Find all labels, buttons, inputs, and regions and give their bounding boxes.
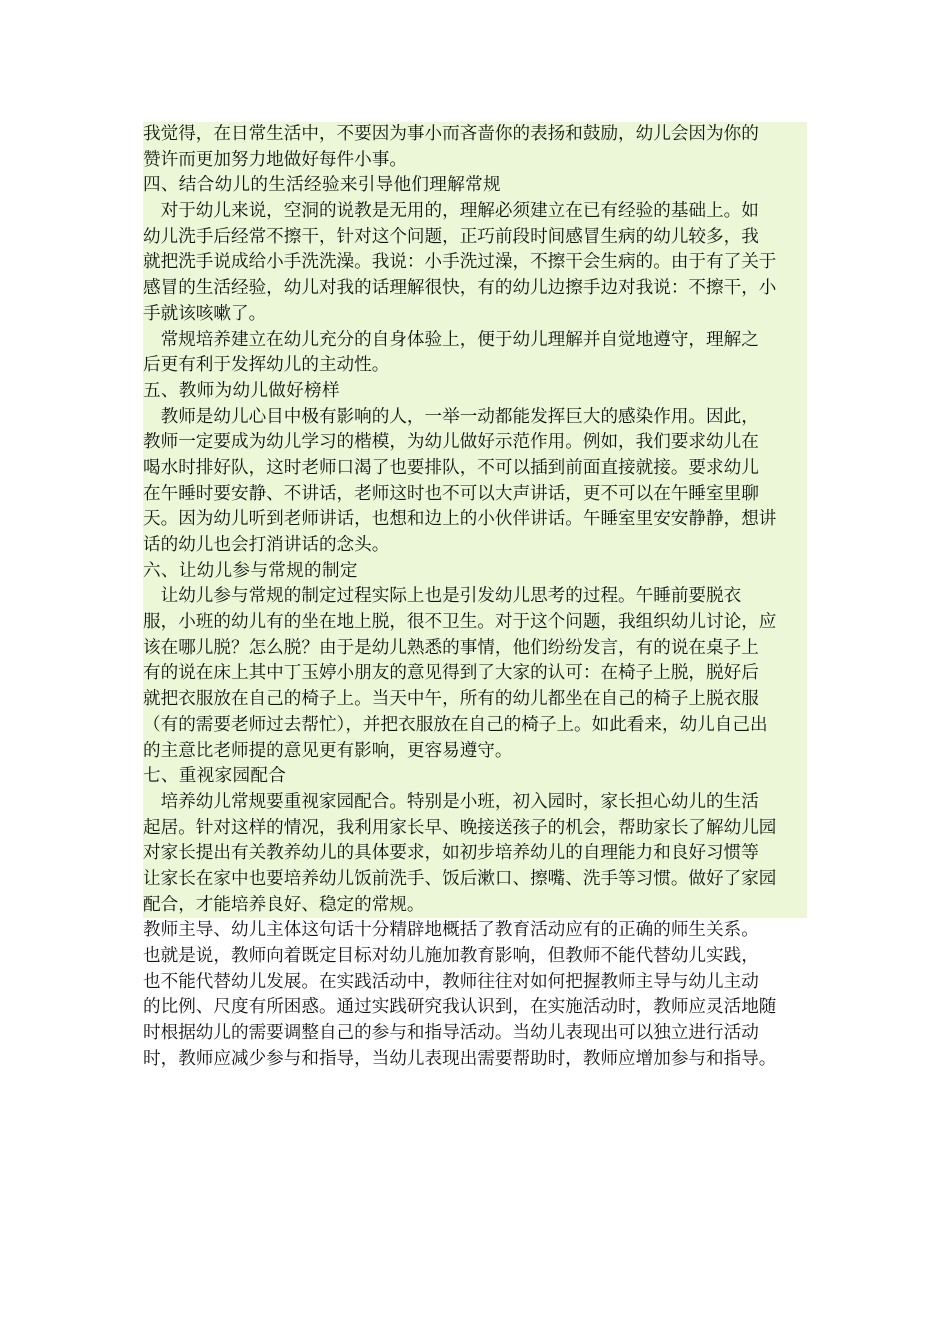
section-heading-7: 七、重视家园配合 bbox=[143, 764, 807, 790]
text-line: 教师是幼儿心目中极有影响的人，一举一动都能发挥巨大的感染作用。因此， bbox=[143, 405, 807, 431]
text-line: 感冒的生活经验，幼儿对我的话理解很快，有的幼儿边擦手边对我说：不擦干，小 bbox=[143, 276, 807, 302]
section-heading-6: 六、让幼儿参与常规的制定 bbox=[143, 559, 807, 585]
paragraph-role-model bbox=[143, 405, 807, 559]
text-line: 在午睡时要安静、不讲话，老师这时也不可以大声讲话，更不可以在午睡室里聊 bbox=[143, 482, 807, 508]
text-line: 的比例、尺度有所困惑。通过实践研究我认识到，在实施活动时，教师应灵活地随 bbox=[143, 997, 777, 1018]
text-line: 让家长在家中也要培养幼儿饭前洗手、饭后漱口、擦嘴、洗手等习惯。做好了家园 bbox=[143, 867, 807, 893]
text-line: 的主意比老师提的意见更有影响，更容易遵守。 bbox=[143, 739, 807, 765]
text-line: 赞许而更加努力地做好每件小事。 bbox=[143, 148, 807, 174]
text-line: 就把衣服放在自己的椅子上。当天中午，所有的幼儿都坐在自己的椅子上脱衣服 bbox=[143, 687, 807, 713]
paragraph-praise bbox=[143, 122, 807, 173]
text-line: 喝水时排好队，这时老师口渴了也要排队，不可以插到前面直接就接。要求幼儿 bbox=[143, 456, 807, 482]
text-line: 幼儿洗手后经常不擦干，针对这个问题，正巧前段时间感冒生病的幼儿较多，我 bbox=[143, 225, 807, 251]
text-line: 常规培养建立在幼儿充分的自身体验上，便于幼儿理解并自觉地遵守，理解之 bbox=[143, 328, 807, 354]
section-heading-4: 四、结合幼儿的生活经验来引导他们理解常规 bbox=[143, 173, 807, 199]
text-line: 让幼儿参与常规的制定过程实际上也是引发幼儿思考的过程。午睡前要脱衣 bbox=[143, 584, 807, 610]
text-line: 手就该咳嗽了。 bbox=[143, 302, 807, 328]
text-line: 也就是说，教师向着既定目标对幼儿施加教育影响，但教师不能代替幼儿实践， bbox=[143, 946, 759, 966]
text-line: （有的需要老师过去帮忙），并把衣服放在自己的椅子上。如此看来，幼儿自己出 bbox=[143, 713, 807, 739]
text-line: 也不能代替幼儿发展。在实践活动中，教师往往对如何把握教师主导与幼儿主动 bbox=[143, 971, 759, 992]
text-line: 教师一定要成为幼儿学习的楷模，为幼儿做好示范作用。例如，我们要求幼儿在 bbox=[143, 430, 807, 456]
paragraph-home-school bbox=[143, 790, 807, 918]
document-body bbox=[143, 122, 807, 1072]
text-line: 服，小班的幼儿有的坐在地上脱，很不卫生。对于这个问题，我组织幼儿讨论，应 bbox=[143, 610, 807, 636]
text-line: 教师主导、幼儿主体这句话十分精辟地概括了教育活动应有的正确的师生关系。 bbox=[143, 920, 759, 941]
text-line: 时，教师应减少参与和指导，当幼儿表现出需要帮助时，教师应增加参与和指导。 bbox=[143, 1048, 777, 1069]
text-line: 该在哪儿脱？怎么脱？由于是幼儿熟悉的事情，他们纷纷发言，有的说在桌子上 bbox=[143, 636, 807, 662]
text-line: 话的幼儿也会打消讲话的念头。 bbox=[143, 533, 807, 559]
text-line: 起居。针对这样的情况，我利用家长早、晚接送孩子的机会，帮助家长了解幼儿园 bbox=[143, 816, 807, 842]
text-line: 培养幼儿常规要重视家园配合。特别是小班，初入园时，家长担心幼儿的生活 bbox=[143, 790, 807, 816]
paragraph-teacher-guidance bbox=[143, 918, 807, 1072]
paragraph-rule-making bbox=[143, 584, 807, 764]
text-line: 时根据幼儿的需要调整自己的参与和指导活动。当幼儿表现出可以独立进行活动 bbox=[143, 1023, 759, 1044]
text-line: 就把洗手说成给小手洗洗澡。我说：小手洗过澡，不擦干会生病的。由于有了关于 bbox=[143, 250, 807, 276]
paragraph-self-experience bbox=[143, 328, 807, 379]
text-line: 配合，才能培养良好、稳定的常规。 bbox=[143, 893, 807, 919]
text-line: 天。因为幼儿听到老师讲话，也想和边上的小伙伴讲话。午睡室里安安静静，想讲 bbox=[143, 507, 807, 533]
paragraph-life-experience bbox=[143, 199, 807, 327]
text-line: 对家长提出有关教养幼儿的具体要求，如初步培养幼儿的自理能力和良好习惯等 bbox=[143, 841, 807, 867]
text-line: 后更有利于发挥幼儿的主动性。 bbox=[143, 353, 807, 379]
text-line: 有的说在床上其中丁玉婷小朋友的意见得到了大家的认可：在椅子上脱，脱好后 bbox=[143, 661, 807, 687]
text-line: 对于幼儿来说，空洞的说教是无用的，理解必须建立在已有经验的基础上。如 bbox=[143, 199, 807, 225]
text-line: 我觉得，在日常生活中，不要因为事小而吝啬你的表扬和鼓励，幼儿会因为你的 bbox=[143, 122, 807, 148]
section-heading-5: 五、教师为幼儿做好榜样 bbox=[143, 379, 807, 405]
highlighted-section bbox=[143, 122, 807, 918]
